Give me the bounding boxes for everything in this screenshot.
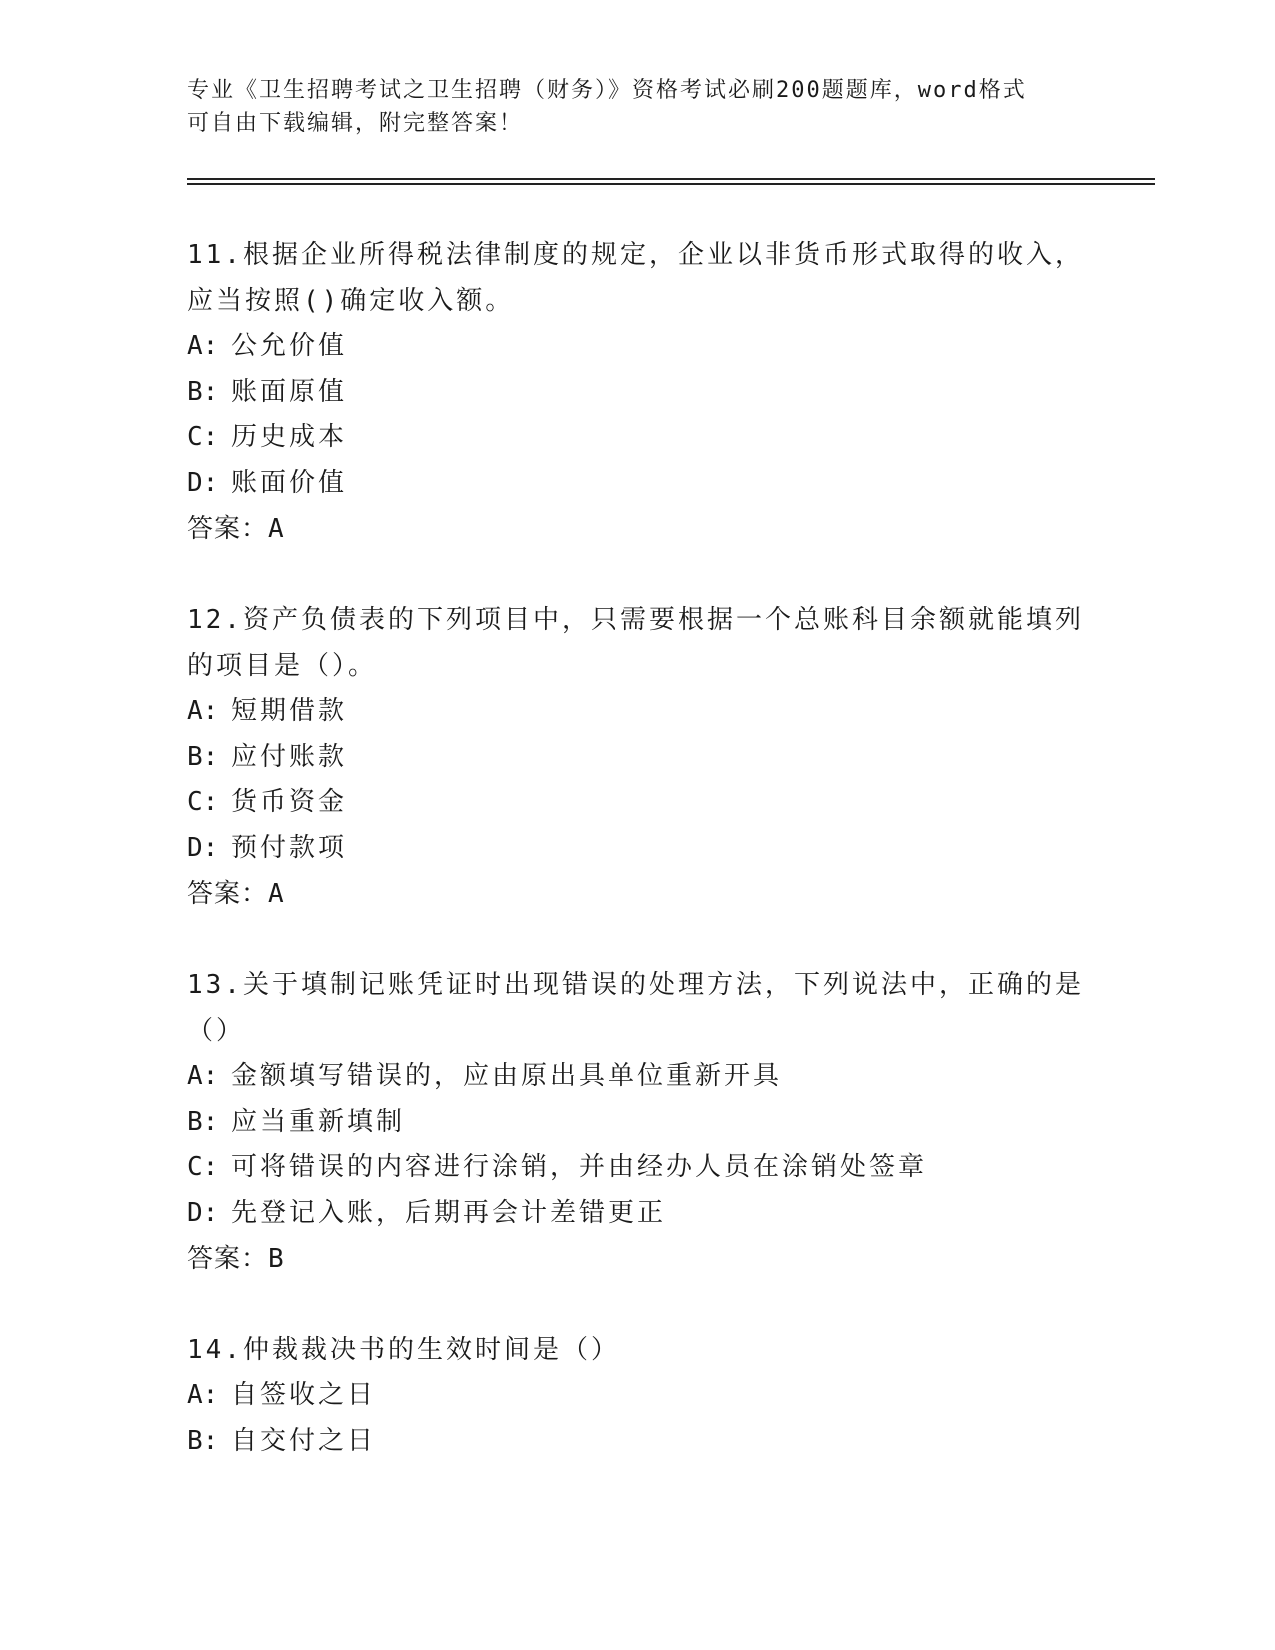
option-a xyxy=(187,1054,1087,1100)
option-text: 历史成本 xyxy=(231,422,348,452)
option-letter: C: xyxy=(187,787,219,817)
option-text: 应当重新填制 xyxy=(231,1106,406,1137)
answer-line: 答案：A xyxy=(187,879,285,909)
option-letter: D: xyxy=(187,467,219,498)
option-c xyxy=(187,780,1087,826)
answer-line: 答案：A xyxy=(187,514,285,544)
option-text: 短期借款 xyxy=(231,696,348,726)
option-d xyxy=(187,1191,1087,1237)
option-text: 应付账款 xyxy=(231,741,348,772)
option-text: 自交付之日 xyxy=(231,1425,377,1456)
option-b xyxy=(187,735,1087,781)
option-text: 账面价值 xyxy=(231,467,348,498)
option-a xyxy=(187,689,1087,735)
option-text: 预付款项 xyxy=(231,832,348,863)
option-c xyxy=(187,1145,1087,1191)
option-letter: A: xyxy=(187,1061,219,1091)
option-text: 先登记入账，后期再会计差错更正 xyxy=(231,1197,667,1228)
option-text: 自签收之日 xyxy=(231,1380,377,1410)
option-text: 金额填写错误的，应由原出具单位重新开具 xyxy=(231,1061,783,1091)
option-a xyxy=(187,324,1087,370)
question-12 xyxy=(187,597,1087,917)
question-13 xyxy=(187,962,1087,1282)
option-text: 可将错误的内容进行涂销，并由经办人员在涂销处签章 xyxy=(231,1152,928,1182)
option-letter: A: xyxy=(187,331,219,361)
option-letter: C: xyxy=(187,422,219,452)
option-letter: D: xyxy=(187,832,219,863)
option-text: 账面原值 xyxy=(231,376,348,407)
header-line-1: 专业《卫生招聘考试之卫生招聘（财务）》资格考试必刷200题题库，word格式 xyxy=(187,78,1027,103)
option-letter: B: xyxy=(187,741,219,772)
document-header xyxy=(187,74,1067,140)
option-text: 货币资金 xyxy=(231,787,348,817)
option-letter: B: xyxy=(187,1425,219,1456)
header-divider-top xyxy=(187,178,1155,180)
header-line-2: 可自由下载编辑，附完整答案！ xyxy=(187,111,524,136)
option-b xyxy=(187,370,1087,416)
option-d xyxy=(187,826,1087,872)
question-list xyxy=(187,232,1087,1509)
option-a xyxy=(187,1373,1087,1419)
question-stem: 12.资产负债表的下列项目中，只需要根据一个总账科目余额就能填列的项目是（）。 xyxy=(187,605,1084,681)
option-letter: C: xyxy=(187,1152,219,1182)
question-stem: 13.关于填制记账凭证时出现错误的处理方法，下列说法中，正确的是（） xyxy=(187,970,1084,1046)
option-c xyxy=(187,415,1087,461)
option-letter: A: xyxy=(187,1380,219,1410)
header-divider-bottom xyxy=(187,183,1155,185)
option-text: 公允价值 xyxy=(231,331,348,361)
question-14 xyxy=(187,1327,1087,1464)
option-letter: B: xyxy=(187,1106,219,1137)
question-stem: 14.仲裁裁决书的生效时间是（） xyxy=(187,1335,620,1365)
option-d xyxy=(187,461,1087,507)
option-letter: D: xyxy=(187,1197,219,1228)
option-letter: A: xyxy=(187,696,219,726)
question-11 xyxy=(187,232,1087,552)
question-stem: 11.根据企业所得税法律制度的规定，企业以非货币形式取得的收入，应当按照()确定收入额。 xyxy=(187,240,1084,316)
option-b xyxy=(187,1100,1087,1146)
answer-line: 答案：B xyxy=(187,1244,285,1274)
option-b xyxy=(187,1419,1087,1465)
option-letter: B: xyxy=(187,376,219,407)
